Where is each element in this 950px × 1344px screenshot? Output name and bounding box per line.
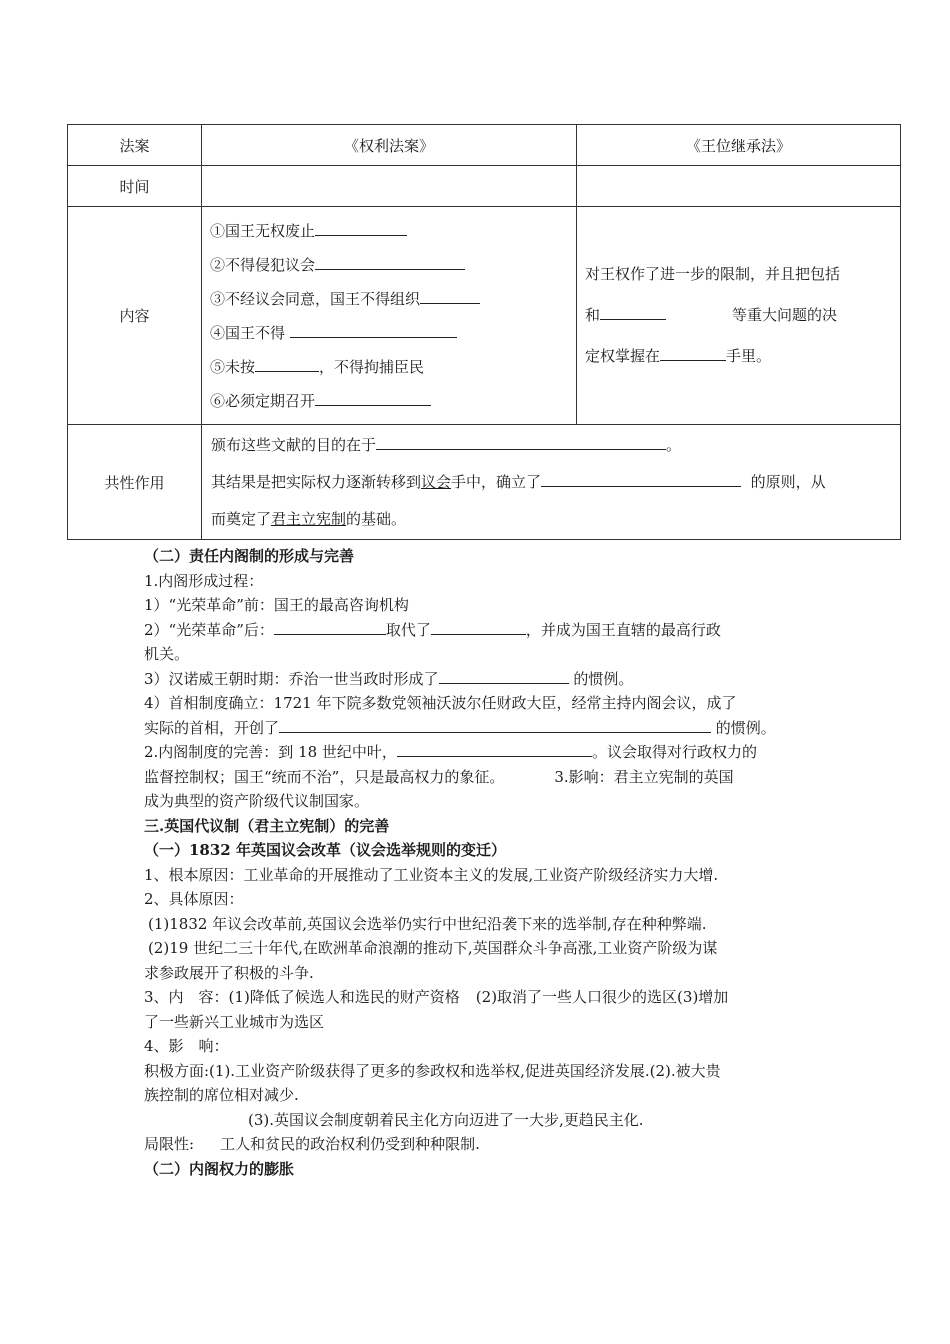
- fill-blank: [255, 357, 319, 372]
- fill-blank: [600, 305, 666, 320]
- paragraph: 4）首相制度确立：1721 年下院多数党领袖沃波尔任财政大臣，经常主持内阁会议，成了: [144, 694, 737, 712]
- paragraph-text: 3）汉诺威王朝时期：乔治一世当政时形成了: [144, 669, 439, 688]
- paragraph: 成为典型的资产阶级代议制国家。: [144, 792, 370, 810]
- content-item: [202, 350, 576, 384]
- common-text: 。: [666, 435, 682, 454]
- paragraph: (1)1832 年议会改革前,英国议会选举仍实行中世纪沿袭下来的选举制,存在种种弊端.: [148, 914, 707, 933]
- content-item: [202, 248, 576, 282]
- paragraph-text: 实际的首相，开创了: [144, 718, 280, 737]
- content-list: [202, 214, 576, 418]
- section-title: 三.英国代议制（君主立宪制）的完善: [144, 816, 390, 835]
- common-line-2: [211, 464, 900, 501]
- paragraph: [144, 765, 814, 790]
- common-text: 的基础。: [346, 509, 407, 528]
- fill-blank: [315, 221, 407, 236]
- paragraph-text: 的惯例。: [715, 718, 776, 737]
- header-bill: 法案: [68, 125, 202, 166]
- time-act-of-settlement-blank: [577, 166, 901, 207]
- fill-blank: [315, 255, 465, 270]
- bill-comparison-table: [67, 124, 901, 540]
- act-of-settlement-content: [577, 207, 901, 425]
- row-label-common: 共性作用: [68, 425, 202, 540]
- common-text: 手中，确立了: [451, 472, 542, 491]
- fill-blank: [397, 742, 592, 757]
- common-effect-cell: [202, 425, 901, 540]
- paragraph-text: 2）“光荣革命”后：: [144, 620, 274, 639]
- paragraph: 1）“光荣革命”前：国王的最高咨询机构: [144, 596, 409, 614]
- time-bill-of-rights-blank: [202, 166, 577, 207]
- paragraph-text: 2.内阁制度的完善：到 18 世纪中叶，: [144, 743, 397, 761]
- fill-blank: [376, 435, 666, 450]
- paragraph-text: 3.影响：君主立宪制的英国: [554, 767, 734, 786]
- paragraph-text: 的惯例。: [573, 669, 634, 688]
- settlement-line-2: [585, 295, 892, 336]
- paragraph-text: (2)取消了一些人口很少的选区(3)增加: [475, 988, 729, 1006]
- content-item-text: ④国王不得: [210, 323, 286, 342]
- paragraph: 了一些新兴工业城市为选区: [144, 1012, 325, 1031]
- paragraph-text: ，并成为国王直辖的最高行政: [525, 620, 721, 639]
- header-act-of-settlement: 《王位继承法》: [577, 125, 901, 166]
- common-line-1: [211, 427, 900, 464]
- settlement-line-3: [585, 336, 892, 377]
- paragraph: 2、具体原因：: [144, 890, 244, 908]
- paragraph-text: 。议会取得对行政权力的: [591, 743, 757, 761]
- paragraph-text: 局限性:: [144, 1135, 195, 1153]
- paragraph: [144, 667, 814, 692]
- paragraph: 1.内阁形成过程：: [144, 571, 264, 590]
- table-row-time: [68, 166, 901, 207]
- paragraph: (3).英国议会制度朝着民主化方向迈进了一大步,更趋民主化.: [248, 1110, 644, 1129]
- common-line-3: [211, 501, 900, 538]
- paragraph-text: (1)降低了候选人和选民的财产资格: [228, 988, 460, 1006]
- fill-blank: [541, 472, 741, 487]
- content-item: [202, 214, 576, 248]
- settlement-text: 等重大问题的决: [732, 306, 838, 324]
- paragraph: 求参政展开了积极的斗争.: [144, 963, 314, 982]
- paragraph: [144, 716, 814, 741]
- paragraph-text: 取代了: [385, 620, 431, 639]
- table-row-common: [68, 425, 901, 540]
- content-item: [202, 316, 576, 350]
- common-text: 颁布这些文献的目的在于: [211, 435, 377, 454]
- paragraph: 积极方面:(1).工业资产阶级获得了更多的参政权和选举权,促进英国经济发展.(2).被大贵: [144, 1061, 721, 1080]
- paragraph-text: 监督控制权；国王“统而不治”，只是最高权力的象征。: [144, 767, 505, 786]
- content-item-text: ①国王无权废止: [210, 221, 316, 240]
- common-text: 而奠定了: [211, 509, 272, 528]
- paragraph: [144, 1132, 814, 1157]
- common-text: 其结果是把实际权力逐渐转移到: [211, 472, 422, 491]
- content-item-text: ⑥必须定期召开: [210, 391, 316, 410]
- underlined-term: 议会: [421, 472, 452, 491]
- settlement-text: 手里。: [726, 347, 772, 365]
- paragraph: 族控制的席位相对减少.: [144, 1086, 299, 1104]
- row-label-content: 内容: [68, 207, 202, 425]
- fill-blank: [431, 620, 526, 635]
- content-item-text: ⑤未按: [210, 357, 256, 376]
- fill-blank: [660, 346, 726, 361]
- fill-blank: [279, 718, 711, 733]
- content-item-text: ②不得侵犯议会: [210, 255, 316, 274]
- fill-blank: [315, 391, 431, 406]
- common-text: 的原则，从: [750, 472, 826, 491]
- content-item-text: ，不得拘捕臣民: [319, 357, 425, 376]
- underlined-term: 君主立宪制: [271, 509, 347, 528]
- paragraph: 4、影 响：: [144, 1037, 229, 1055]
- row-label-time: 时间: [68, 166, 202, 207]
- settlement-line-1: 对王权作了进一步的限制，并且把包括: [585, 265, 841, 283]
- fill-blank: [420, 289, 480, 304]
- content-item: [202, 282, 576, 316]
- paragraph-text: 3、内 容：: [144, 988, 229, 1006]
- section-title: （二）责任内阁制的形成与完善: [144, 547, 355, 565]
- table-row-content: [68, 207, 901, 425]
- subsection-title: （二）内阁权力的膨胀: [144, 1159, 295, 1178]
- content-item-text: ③不经议会同意，国王不得组织: [210, 289, 421, 308]
- fill-blank: [290, 323, 457, 338]
- table-header-row: [68, 125, 901, 166]
- paragraph: [144, 985, 814, 1010]
- body-text: [144, 544, 814, 1181]
- paragraph: 1、根本原因：工业革命的开展推动了工业资本主义的发展,工业资产阶级经济实力大增.: [144, 865, 719, 884]
- settlement-text: 定权掌握在: [585, 347, 661, 365]
- paragraph: (2)19 世纪二三十年代,在欧洲革命浪潮的推动下,英国群众斗争高涨,工业资产阶级为谋: [148, 939, 718, 957]
- header-bill-of-rights: 《权利法案》: [202, 125, 577, 166]
- paragraph: 机关。: [144, 645, 190, 663]
- content-list-cell: [202, 207, 577, 425]
- subsection-title: （一）1832 年英国议会改革（议会选举规则的变迁）: [144, 841, 506, 859]
- paragraph: [144, 618, 814, 643]
- paragraph: [144, 740, 814, 765]
- content-item: [202, 384, 576, 418]
- settlement-text: 和: [585, 306, 601, 324]
- paragraph-text: 工人和贫民的政治权利仍受到种种限制.: [220, 1135, 480, 1153]
- fill-blank: [439, 669, 569, 684]
- fill-blank: [274, 620, 386, 635]
